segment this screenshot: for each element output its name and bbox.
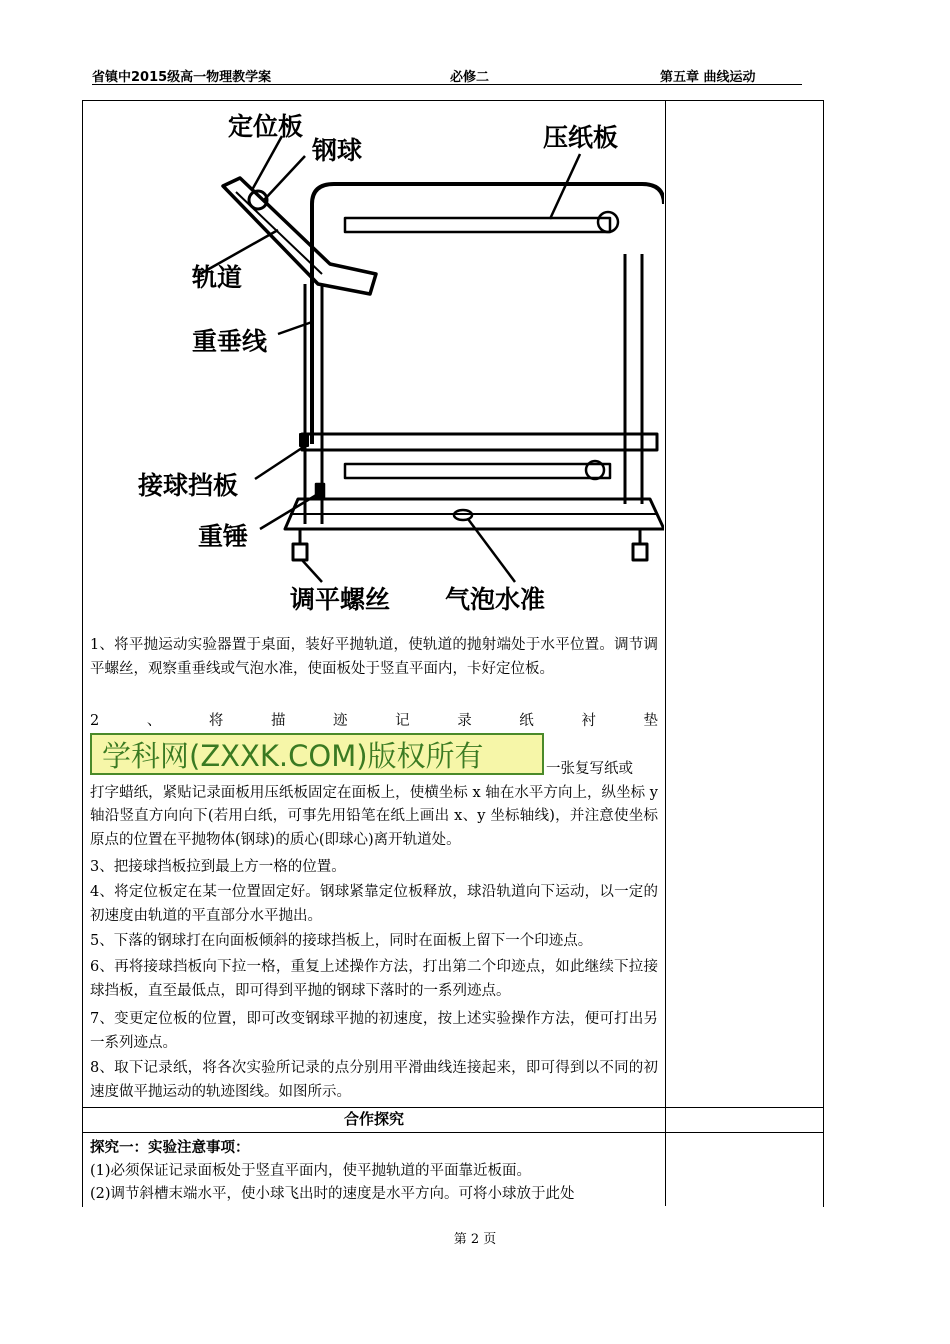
header-chapter: 第五章 曲线运动 bbox=[660, 70, 756, 85]
page-footer: 第 2 页 bbox=[453, 1232, 497, 1247]
step-2-char: 垫 bbox=[643, 713, 658, 729]
header-school: 省镇中2015级高一物理教学案 bbox=[92, 70, 272, 85]
step-3 bbox=[90, 856, 658, 880]
step-2-char: 将 bbox=[208, 713, 224, 729]
step-2-text-a: 一张复写纸或 bbox=[546, 761, 633, 777]
inquiry-one bbox=[90, 1136, 658, 1207]
header-volume: 必修二 bbox=[450, 70, 490, 85]
copyright-watermark: 学科网(ZXXK.COM)版权所有 bbox=[90, 733, 544, 775]
step-7 bbox=[90, 1008, 658, 1055]
step-2 bbox=[90, 758, 658, 852]
step-2-char: 描 bbox=[270, 713, 286, 729]
step-4 bbox=[90, 881, 658, 928]
step-8-text: 8、取下记录纸，将各次实验所记录的点分别用平滑曲线连接起来，即可得到以不同的初速度做平抛运动的轨迹图线。如图所示。 bbox=[90, 1060, 658, 1100]
step-5 bbox=[90, 930, 658, 954]
step-2-char: 、 bbox=[146, 713, 162, 729]
label-weight: 重锤 bbox=[198, 522, 249, 551]
step-2-spaced-line bbox=[90, 710, 658, 734]
inquiry-note-1: (1)必须保证记录面板处于竖直平面内，使平抛轨道的平面靠近板面。 bbox=[90, 1162, 532, 1179]
step-2-char: 迹 bbox=[333, 713, 348, 729]
label-leveling-screw: 调平螺丝 bbox=[290, 585, 391, 614]
step-2-char: 记 bbox=[395, 713, 410, 729]
row-divider-1 bbox=[82, 1107, 823, 1108]
label-steel-ball: 钢球 bbox=[312, 136, 363, 165]
step-8 bbox=[90, 1057, 658, 1104]
step-2-text-b: 打字蜡纸，紧贴记录面板用压纸板固定在面板上，使横坐标 x 轴在水平方向上，纵坐标 y 轴沿竖直方向向下(若用白纸，可事先用铅笔在纸上画出 x、y 坐标轴线)，并注意使坐标原点的位置在平抛物体(钢球)的质心(即球心)离开轨道处。 bbox=[90, 784, 658, 848]
inquiry-note-2: (2)调节斜槽末端水平，使小球飞出时的速度是水平方向。可将小球放于此处 bbox=[90, 1186, 575, 1202]
step-2-char: 衬 bbox=[581, 713, 596, 729]
step-1 bbox=[90, 634, 658, 681]
row-divider-2 bbox=[82, 1132, 823, 1133]
step-5-text: 5、下落的钢球打在向面板倾斜的接球挡板上，同时在面板上留下一个印迹点。 bbox=[90, 933, 593, 949]
step-1-text: 1、将平抛运动实验器置于桌面，装好平抛轨道，使轨道的抛射端处于水平位置。调节调平螺丝，观察重垂线或气泡水准，使面板处于竖直平面内，卡好定位板。 bbox=[90, 637, 658, 677]
section-title: 合作探究 bbox=[343, 1110, 404, 1128]
step-2-char: 录 bbox=[457, 713, 472, 729]
apparatus-figure bbox=[90, 104, 664, 622]
step-6 bbox=[90, 956, 658, 1003]
label-paper-press-plate: 压纸板 bbox=[543, 123, 619, 152]
step-2-char: 2 bbox=[90, 713, 100, 729]
step-4-text: 4、将定位板定在某一位置固定好。钢球紧靠定位板释放，球沿轨道向下运动，以一定的初速度由轨道的平直部分水平抛出。 bbox=[90, 884, 658, 924]
label-bubble-level: 气泡水准 bbox=[445, 585, 546, 614]
label-track: 轨道 bbox=[192, 263, 243, 292]
step-6-text: 6、再将接球挡板向下拉一格，重复上述操作方法，打出第二个印迹点，如此继续下拉接球挡板，直至最低点，即可得到平抛的钢球下落时的一系列迹点。 bbox=[90, 959, 658, 999]
step-2-heading bbox=[90, 710, 658, 734]
page-header bbox=[92, 66, 802, 85]
inquiry-title: 探究一：实验注意事项： bbox=[90, 1139, 250, 1156]
step-3-text: 3、把接球挡板拉到最上方一格的位置。 bbox=[90, 859, 346, 875]
label-plumb-line: 重垂线 bbox=[192, 327, 268, 356]
label-catch-baffle: 接球挡板 bbox=[138, 471, 239, 500]
step-7-text: 7、变更定位板的位置，即可改变钢球平抛的初速度，按上述实验操作方法，便可打出另一系列迹点。 bbox=[90, 1011, 658, 1051]
step-2-char: 纸 bbox=[519, 713, 534, 729]
table-column-divider bbox=[665, 100, 666, 1206]
label-positioning-plate: 定位板 bbox=[228, 112, 304, 141]
